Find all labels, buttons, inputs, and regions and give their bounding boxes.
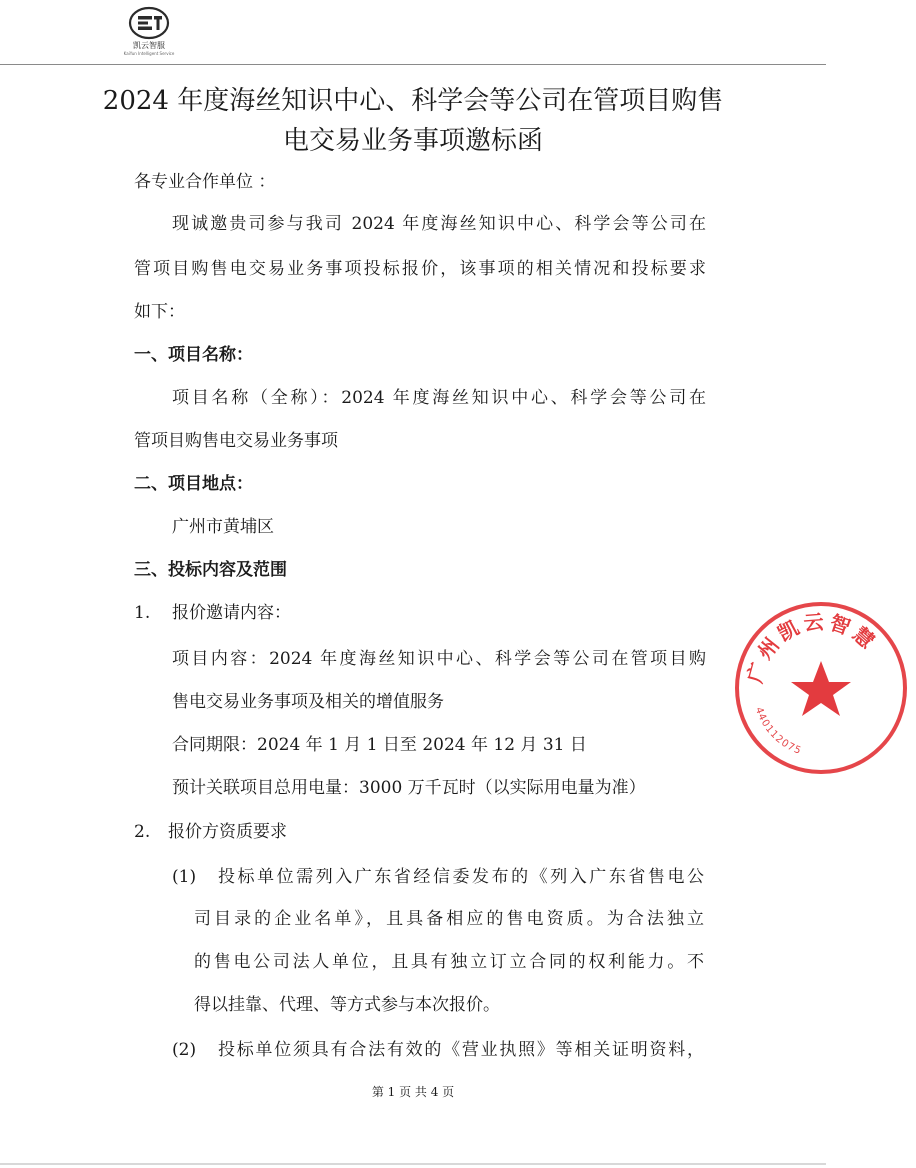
subitem-line: 司目录的企业名单》，且具备相应的售电资质。为合法独立 — [194, 909, 704, 929]
subitem-number: (2) — [172, 1040, 197, 1060]
page-bottom-edge — [0, 1163, 826, 1165]
subitem-line: 得以挂靠、代理、等方式参与本次报价。 — [194, 995, 500, 1015]
subitem-line: 投标单位须具有合法有效的《营业执照》等相关证明资料， — [218, 1040, 704, 1060]
item-line: 预计关联项目总用电量：3000 万千瓦时（以实际用电量为准） — [172, 778, 646, 798]
subitem-line: 投标单位需列入广东省经信委发布的《列入广东省售电公 — [218, 867, 704, 887]
intro-line: 管项目购售电交易业务事项投标报价，该事项的相关情况和投标要求 — [134, 259, 706, 279]
section-line: 广州市黄埔区 — [172, 517, 274, 537]
section-line: 项目名称（全称）：2024 年度海丝知识中心、科学会等公司在 — [172, 388, 706, 408]
section-heading: 三、投标内容及范围 — [134, 560, 287, 580]
document-title-line2: 电交易业务事项邀标函 — [282, 126, 543, 156]
subitem-number: (1) — [172, 867, 197, 887]
section-heading: 二、项目地点： — [134, 474, 253, 494]
intro-line: 现诚邀贵司参与我司 2024 年度海丝知识中心、科学会等公司在 — [172, 214, 706, 234]
logo-subtitle: KaiYun Intelligent Service — [123, 51, 175, 56]
item-label: 报价邀请内容： — [172, 603, 291, 623]
page-number: 第 1 页 共 4 页 — [371, 1085, 455, 1099]
company-logo — [122, 6, 176, 56]
company-seal-stamp — [726, 593, 916, 783]
intro-line: 如下： — [134, 302, 185, 322]
item-line: 合同期限：2024 年 1 月 1 日至 2024 年 12 月 31 日 — [172, 735, 587, 755]
seal-star-icon — [791, 661, 851, 716]
section-heading: 一、项目名称： — [134, 345, 253, 365]
svg-text:广州凯云智慧: 广州凯云智慧 — [742, 609, 883, 686]
svg-text:440112075: 440112075 — [752, 705, 804, 758]
item-number: 2. — [134, 822, 151, 842]
subitem-line: 的售电公司法人单位，且具有独立订立合同的权利能力。不 — [194, 952, 704, 972]
document-title-line1: 2024 年度海丝知识中心、科学会等公司在管项目购售 — [102, 86, 724, 116]
salutation: 各专业合作单位 ： — [134, 172, 276, 192]
item-number: 1. — [134, 603, 151, 623]
section-line: 管项目购售电交易业务事项 — [134, 431, 338, 451]
header-rule — [0, 64, 826, 65]
logo-name: 凯云智服 — [133, 41, 165, 50]
logo-icon — [128, 6, 170, 40]
item-label: 报价方资质要求 — [168, 822, 287, 842]
item-line: 项目内容：2024 年度海丝知识中心、科学会等公司在管项目购 — [172, 649, 706, 669]
item-line: 售电交易业务事项及相关的增值服务 — [172, 692, 444, 712]
